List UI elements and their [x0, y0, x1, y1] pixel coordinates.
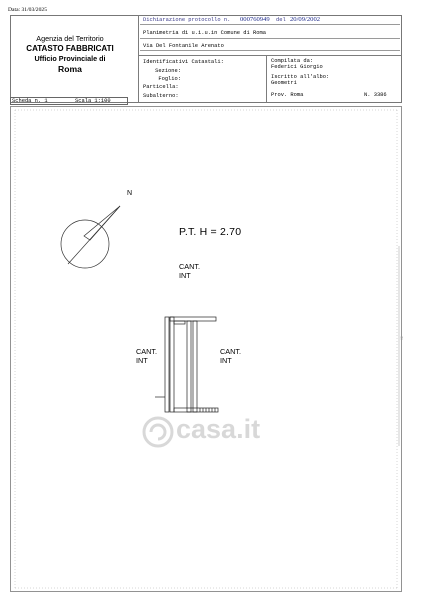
wall-top: [170, 317, 216, 321]
room-left-line-1: CANT.: [136, 347, 158, 356]
registered-label: Iscritto all'albo:: [271, 74, 330, 80]
floor-plan-drawing: [10, 106, 403, 593]
watermark-logo: [138, 412, 288, 452]
plan-border: [11, 107, 402, 592]
room-top-line-2: INT: [179, 271, 191, 280]
declaration-date: 20/09/2002: [290, 16, 321, 23]
scheda-number: Scheda n. 1: [12, 98, 48, 104]
declaration-number: 000760949: [240, 16, 270, 23]
room-right-line-2: INT: [220, 356, 232, 365]
agency-block: [11, 34, 129, 74]
walls: [155, 317, 218, 412]
compiled-name: Federici Giorgio: [271, 64, 323, 70]
registered-value: Geometri: [271, 80, 297, 86]
declaration-underline: [140, 24, 400, 25]
room-left-line-2: INT: [136, 356, 148, 365]
wall-mid-left: [187, 321, 191, 412]
cadastral-title: Identificativi Catastali:: [143, 59, 224, 65]
planimetry-underline: [140, 38, 400, 39]
address-line: Via Del Fontanile Arenato: [143, 43, 224, 49]
cadastral-particella: Particella:: [143, 84, 179, 90]
watermark-text: casa.it: [176, 414, 261, 444]
room-label-right: [220, 347, 241, 365]
scale-label: Scala 1:100: [75, 98, 111, 104]
agency-line-4: Roma: [58, 64, 82, 74]
north-label: N: [127, 190, 133, 197]
compass-circle: [61, 220, 109, 268]
declaration-label: Dichiarazione protocollo n.: [143, 17, 231, 23]
wall-left-outer: [165, 317, 169, 412]
header-row-divider: [138, 55, 402, 56]
agency-line-3: Ufficio Provinciale di: [34, 54, 106, 63]
declaration-del: del: [276, 17, 286, 23]
province: Prov. Roma: [271, 92, 304, 98]
compass-arrowhead: [84, 206, 120, 240]
cadastral-subalterno: Subalterno:: [143, 93, 179, 99]
right-ruler-mark: |||||: [400, 336, 404, 340]
agency-line-1: Agenzia del Territorio: [36, 34, 104, 43]
header-left-divider: [138, 15, 139, 103]
compiled-label: Compilata da:: [271, 58, 314, 64]
header-mid-divider: [266, 55, 267, 103]
cadastral-foglio: Foglio:: [158, 76, 181, 82]
room-top-line-1: CANT.: [179, 262, 201, 271]
wall-mid-right: [193, 321, 197, 412]
wall-left-inner: [170, 317, 174, 412]
planimetry-line: Planimetria di u.i.u.in Comune di Roma: [143, 30, 266, 36]
north-compass: [61, 206, 120, 268]
room-label-top: [179, 262, 200, 280]
floor-height-label: P.T. H = 2.70: [179, 226, 242, 238]
registration-number: N. 3386: [364, 92, 387, 98]
agency-line-2: CATASTO FABBRICATI: [26, 44, 114, 53]
wall-top-inner: [174, 321, 185, 324]
print-date: Data: 31/03/2025: [8, 7, 47, 13]
room-right-line-1: CANT.: [220, 347, 242, 356]
address-underline: [140, 50, 400, 51]
room-label-left: [136, 347, 157, 365]
cadastral-sezione: Sezione:: [155, 68, 181, 74]
